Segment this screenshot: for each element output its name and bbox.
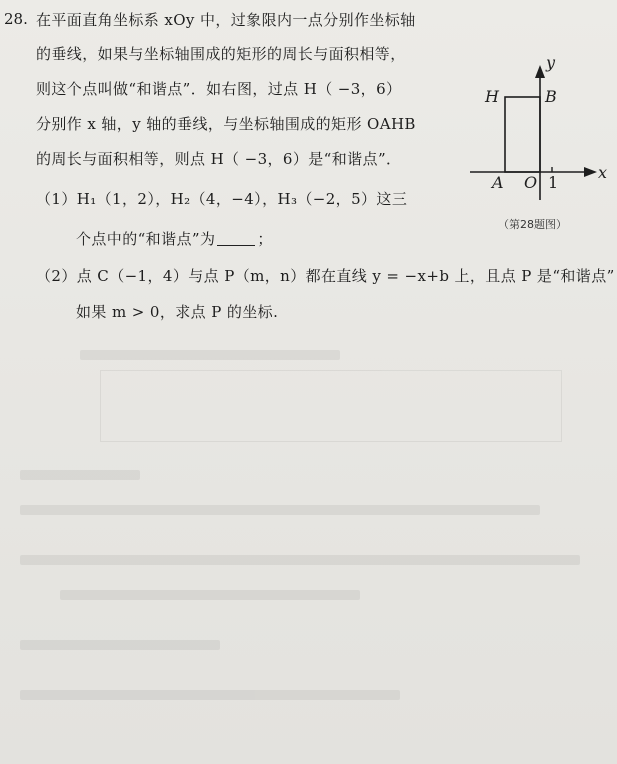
y-axis-label: y [546, 53, 556, 72]
rectangle-oahb [505, 97, 540, 172]
coordinate-figure [460, 50, 610, 240]
intro-line-3: 则这个点叫做“和谐点”．如右图，过点 H（ −3，6） [36, 80, 402, 98]
part1-line-2 [76, 229, 273, 249]
point-a-label: A [492, 173, 504, 192]
origin-label: O [524, 173, 538, 192]
answer-blank[interactable] [217, 231, 255, 246]
intro-line-5: 的周长与面积相等，则点 H（ −3，6）是“和谐点”． [36, 150, 402, 168]
figure-caption: （第28题图） [498, 218, 567, 231]
part2-line-2: 如果 m > 0，求点 P 的坐标. [76, 303, 279, 321]
point-h-label: H [485, 87, 499, 106]
part1-end: ； [257, 230, 273, 248]
intro-line-4: 分别作 x 轴，y 轴的垂线，与坐标轴围成的矩形 OAHB [36, 115, 416, 133]
point-b-label: B [545, 87, 557, 106]
intro-line-2: 的垂线，如果与坐标轴围成的矩形的周长与面积相等， [36, 45, 406, 63]
part1-prompt: 个点中的“和谐点”为 [76, 230, 216, 248]
y-axis-arrow [535, 65, 545, 78]
figure-drawing [460, 50, 610, 240]
x-axis-arrow [584, 167, 597, 177]
bleed-through [20, 340, 600, 750]
intro-line-1: 在平面直角坐标系 xOy 中，过象限内一点分别作坐标轴 [36, 11, 416, 29]
question-number: 28. [4, 10, 28, 28]
tick-one-label: 1 [548, 173, 559, 192]
part2-line-1: （2）点 C（−1，4）与点 P（m，n）都在直线 y = −x+b 上，且点 P 是“和谐点” [36, 267, 615, 285]
x-axis-label: x [598, 163, 608, 182]
part1-line-1: （1）H₁（1，2），H₂（4，−4），H₃（−2，5）这三 [36, 190, 408, 208]
